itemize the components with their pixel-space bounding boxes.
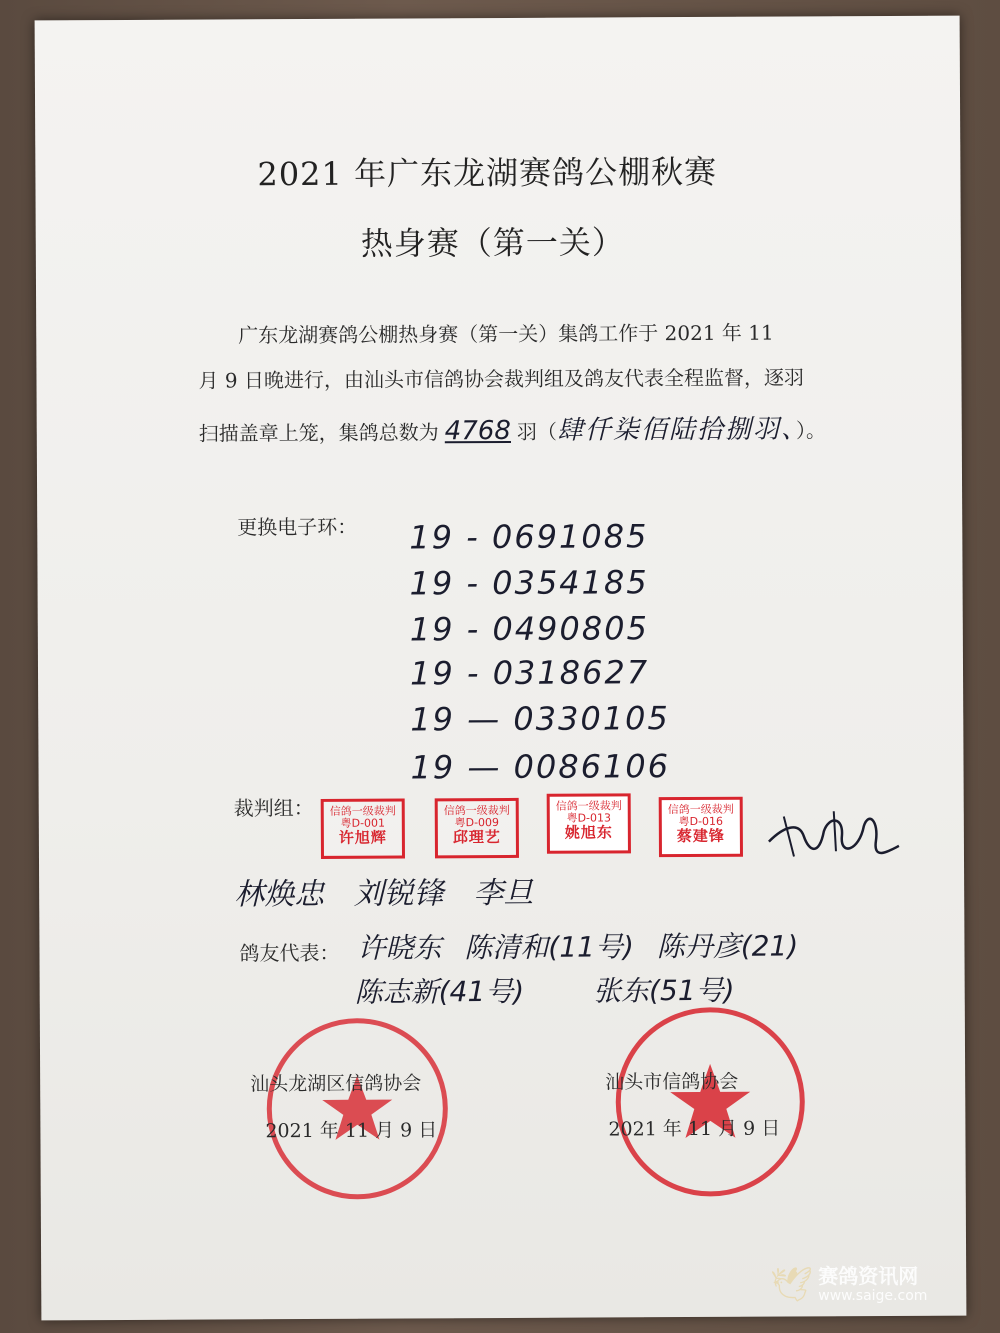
stamp-code: 粤D-016 <box>678 814 724 829</box>
stamp-name: 许旭辉 <box>338 828 387 848</box>
reps-label: 鸽友代表： <box>239 940 340 966</box>
signature: 李旦 <box>473 875 534 912</box>
referee-stamp <box>659 797 743 857</box>
rep-signature: 陈志新(41号) <box>354 974 525 1009</box>
stamp-title: 信鸽一级裁判 <box>329 804 396 818</box>
org-left-name: 汕头龙湖区信鸽协会 <box>250 1072 422 1096</box>
stamp-name: 蔡建锋 <box>676 827 725 846</box>
ring-number: 19 - 0354185 <box>409 563 649 603</box>
pigeon-total-handwritten: 4768 <box>444 415 512 447</box>
paragraph-line-3-prefix: 扫描盖章上笼，集鸽总数为 <box>198 420 439 446</box>
document-title: 2021 年广东龙湖赛鸽公棚秋赛 <box>257 152 718 194</box>
watermark-url: www.saige.com <box>818 1288 928 1305</box>
watermark-name: 赛鸽资讯网 <box>818 1264 919 1289</box>
ring-number: 19 - 0490805 <box>409 609 650 649</box>
ring-number: 19 - 0318627 <box>409 653 650 693</box>
signature: 刘锐锋 <box>353 876 444 912</box>
stamp-title: 信鸽一级裁判 <box>667 802 734 817</box>
referee-label: 裁判组： <box>233 795 314 821</box>
pigeon-total-upper-handwritten: 肆仟柒佰陆拾捌羽、 <box>556 414 797 446</box>
paragraph-line-3-mid: 羽（ <box>516 419 557 444</box>
stamp-code: 粤D-009 <box>454 816 500 830</box>
paragraph-line-1: 广东龙湖赛鸽公棚热身赛（第一关）集鸽工作于 2021 年 11 <box>238 320 774 348</box>
stamp-name: 邱理艺 <box>452 828 501 847</box>
referee-stamp <box>321 799 405 859</box>
signature-scribble <box>764 796 904 867</box>
referee-stamp <box>547 793 631 853</box>
referee-stamp <box>435 798 519 858</box>
stamp-title: 信鸽一级裁判 <box>555 799 622 813</box>
seal-right-icon <box>610 1001 811 1202</box>
rep-signature: 许晓东 <box>357 931 442 965</box>
reps-line-1 <box>357 924 798 966</box>
paragraph-line-2: 月 9 日晚进行，由汕头市信鸽协会裁判组及鸽友代表全程监督，逐羽 <box>198 365 804 393</box>
signature: 林焕忠 <box>234 876 325 913</box>
rep-signature: 陈清和(11号) <box>464 930 634 965</box>
stamp-title: 信鸽一级裁判 <box>443 803 510 818</box>
paragraph-line-3 <box>199 408 826 448</box>
ring-number: 19 — 0086106 <box>410 747 671 787</box>
stamp-code: 粤D-001 <box>340 816 386 830</box>
ring-number: 19 - 0691085 <box>409 517 649 557</box>
document-subtitle: 热身赛（第一关） <box>360 223 625 263</box>
ring-number: 19 — 0330105 <box>410 699 670 739</box>
seal-left-icon <box>262 1013 453 1204</box>
stamp-code: 粤D-013 <box>566 811 612 825</box>
org-left-date: 2021 年 11 月 9 日 <box>265 1119 438 1143</box>
org-right-name: 汕头市信鸽协会 <box>605 1070 739 1094</box>
stamp-name: 姚旭东 <box>564 823 613 842</box>
org-right-date: 2021 年 11 月 9 日 <box>608 1117 781 1141</box>
rep-signature: 张东(51号) <box>592 973 735 1008</box>
ring-replacement-label: 更换电子环： <box>237 514 358 540</box>
watermark <box>770 1265 927 1305</box>
watermark-logo-icon: 🕊 <box>770 1265 814 1305</box>
referee-signatures <box>234 868 533 914</box>
document-paper <box>35 16 967 1321</box>
paragraph-line-3-suffix: ）。 <box>795 418 827 443</box>
rep-signature: 陈丹彦(21) <box>656 929 799 964</box>
